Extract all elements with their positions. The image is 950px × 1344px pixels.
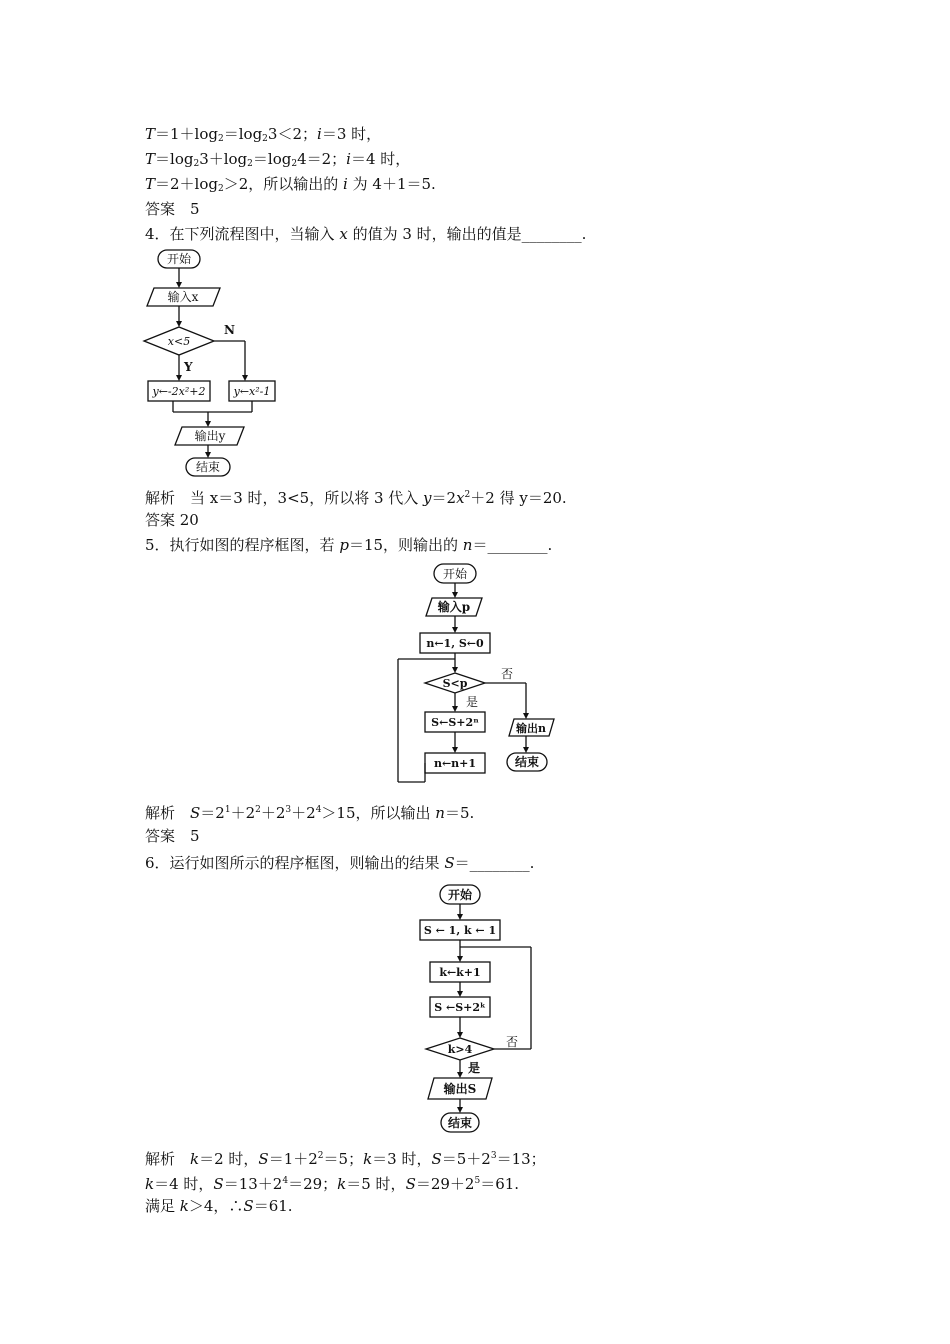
text: ＝5. <box>444 804 475 822</box>
text: 5．执行如图的程序框图，若 <box>145 536 340 554</box>
text: ＝2 <box>200 804 225 822</box>
subscript: 2 <box>291 159 298 169</box>
fc4-start <box>158 250 200 268</box>
var-n: n <box>462 536 473 554</box>
fc5-no-label: 否 <box>501 667 514 681</box>
question-6 <box>145 853 534 873</box>
flowchart-q5 <box>390 560 570 790</box>
fc6-update-s <box>430 997 490 1017</box>
superscript: 3 <box>490 1151 497 1161</box>
var-s: S <box>444 854 455 872</box>
text: 4．在下列流程图中，当输入 <box>145 225 340 243</box>
fc6-update-s-label: S ←S+2ᵏ <box>434 1001 486 1014</box>
text: ＝29＋2 <box>415 1175 475 1193</box>
text: ＝1＋log <box>155 125 218 143</box>
text: ＋2 <box>260 804 286 822</box>
text: ＝4 时， <box>154 1175 214 1193</box>
fc5-start <box>434 564 476 583</box>
fc6-output-label: 输出S <box>443 1082 477 1096</box>
var-p: p <box>339 536 349 554</box>
text: 解析 当 x＝3 时，3<5，所以将 3 代入 <box>145 489 424 507</box>
fc4-right-box <box>229 381 275 401</box>
text: ＞2，所以输出的 <box>223 175 344 193</box>
fc5-input-label: 输入p <box>437 600 471 614</box>
fc6-update-k <box>430 962 490 982</box>
var-y: y <box>423 489 432 507</box>
superscript: 2 <box>464 490 471 500</box>
subscript: 2 <box>247 159 253 169</box>
text: ＝15，则输出的 <box>348 536 463 554</box>
question-5 <box>145 535 552 555</box>
fc5-condition <box>425 673 485 693</box>
text: 的值为 3 时，输出的值是________. <box>347 225 587 243</box>
fc4-right-box-label: y←x²-1 <box>233 385 271 398</box>
var-t: T <box>145 150 156 168</box>
superscript: 5 <box>474 1176 481 1186</box>
var-t: T <box>145 125 156 143</box>
var-i: i <box>317 125 322 143</box>
fc5-init <box>420 633 490 653</box>
analysis-q6-line-1 <box>145 1146 546 1169</box>
fc6-start <box>440 885 480 904</box>
var-i: i <box>346 150 351 168</box>
fc5-cond-label: S<p <box>442 677 468 690</box>
var-s: S <box>243 1197 254 1215</box>
superscript: 4 <box>282 1176 289 1186</box>
text: ＝61. <box>253 1197 293 1215</box>
fc5-init-label: n←1, S←0 <box>426 637 484 650</box>
fc6-init <box>420 920 500 940</box>
fc6-end-label: 结束 <box>447 1116 473 1130</box>
fc5-end <box>507 753 547 771</box>
fc4-output <box>175 427 244 445</box>
solution-line-2 <box>145 149 410 174</box>
text: ＝log <box>155 150 194 168</box>
fc6-cond-label: k>4 <box>447 1043 473 1056</box>
superscript: 3 <box>285 805 292 815</box>
fc5-end-label: 结束 <box>514 755 540 769</box>
analysis-q4 <box>145 485 567 508</box>
var-s: S <box>213 1175 224 1193</box>
var-x: x <box>339 225 348 243</box>
fc5-update-n-label: n←n+1 <box>433 757 477 770</box>
text: ＝5 时， <box>346 1175 406 1193</box>
subscript: 2 <box>193 159 200 169</box>
text: ＝4 时， <box>350 150 411 168</box>
analysis-q5 <box>145 800 474 823</box>
var-k: k <box>179 1197 189 1215</box>
text: ＝3 时， <box>321 125 382 143</box>
text: ＝61. <box>480 1175 520 1193</box>
fc4-left-box-label: y←-2x²+2 <box>152 385 206 398</box>
superscript: 2 <box>317 1151 324 1161</box>
superscript: 4 <box>315 805 322 815</box>
subscript: 2 <box>262 134 268 144</box>
fc5-input <box>426 598 482 616</box>
text: ＝________. <box>454 854 535 872</box>
subscript: 2 <box>218 184 224 194</box>
var-x: x <box>456 489 465 507</box>
fc6-end <box>441 1113 479 1132</box>
var-t: T <box>145 175 156 193</box>
answer-prev: 答案 5 <box>145 200 200 218</box>
text: ＝5； <box>323 1150 364 1168</box>
fc6-yes-label: 是 <box>468 1061 481 1075</box>
var-s: S <box>190 804 201 822</box>
var-s: S <box>405 1175 416 1193</box>
text: ＋2 <box>291 804 316 822</box>
flowchart-q6 <box>410 880 545 1140</box>
fc4-input-label: 输入x <box>167 290 199 304</box>
fc4-no-label: N <box>224 323 235 337</box>
text: ＋2 得 y＝20. <box>470 489 567 507</box>
fc5-output-label: 输出n <box>516 722 546 735</box>
text: ＝2 <box>431 489 457 507</box>
var-s: S <box>258 1150 269 1168</box>
analysis-q6-line-3 <box>145 1196 293 1216</box>
var-k: k <box>190 1150 200 1168</box>
fc5-yes-label: 是 <box>466 695 479 709</box>
fc5-start-label: 开始 <box>442 567 468 581</box>
var-k: k <box>145 1175 155 1193</box>
text: ＝5＋2 <box>441 1150 491 1168</box>
text: ＞15，所以输出 <box>321 804 436 822</box>
fc4-end-label: 结束 <box>195 460 221 474</box>
superscript: 1 <box>224 805 231 815</box>
text: ＞4，∴ <box>188 1197 244 1215</box>
flowchart-q4 <box>140 245 290 480</box>
var-i: i <box>343 175 348 193</box>
solution-line-3 <box>145 174 436 199</box>
text: 3＋log <box>199 150 248 168</box>
fc5-update-n <box>425 753 485 773</box>
fc6-init-label: S ← 1, k ← 1 <box>423 924 497 937</box>
fc6-start-label: 开始 <box>447 888 473 902</box>
question-4 <box>145 224 586 244</box>
text: ＝log <box>252 150 292 168</box>
text: ＝________. <box>472 536 553 554</box>
var-n: n <box>435 804 445 822</box>
fc4-yes-label: Y <box>184 360 193 374</box>
var-k: k <box>337 1175 347 1193</box>
text: 为 4＋1＝5. <box>347 175 436 193</box>
text: 4＝2； <box>297 150 347 168</box>
subscript: 2 <box>218 134 224 144</box>
text: ＝log <box>223 125 263 143</box>
var-k: k <box>363 1150 373 1168</box>
text: 6．运行如图所示的程序框图，则输出的结果 <box>145 854 445 872</box>
text: 3＜2； <box>267 125 317 143</box>
text: ＝2 时， <box>199 1150 259 1168</box>
fc5-update-s <box>425 712 485 732</box>
text: 解析 <box>145 1150 191 1168</box>
fc4-condition <box>144 327 214 355</box>
answer-q4: 答案 20 <box>145 511 199 529</box>
text: ＝3 时， <box>372 1150 432 1168</box>
fc4-output-label: 输出y <box>194 429 226 443</box>
fc5-update-s-label: S←S+2ⁿ <box>431 716 479 729</box>
text: ＋2 <box>230 804 256 822</box>
fc6-condition <box>426 1038 494 1060</box>
answer-q5: 答案 5 <box>145 827 200 845</box>
fc6-output <box>428 1078 492 1099</box>
fc6-no-label: 否 <box>506 1035 519 1049</box>
text: ＝1＋2 <box>268 1150 318 1168</box>
fc4-input <box>147 288 220 306</box>
fc5-output <box>509 719 554 736</box>
fc6-update-k-label: k←k+1 <box>439 966 481 979</box>
fc4-end <box>186 458 230 476</box>
analysis-q6-line-2 <box>145 1171 519 1194</box>
var-s: S <box>431 1150 442 1168</box>
fc4-left-box <box>148 381 210 401</box>
text: ＝2＋log <box>155 175 218 193</box>
text: 解析 <box>145 804 191 822</box>
text: ＝13； <box>496 1150 546 1168</box>
text: 满足 <box>145 1197 180 1215</box>
fc4-start-label: 开始 <box>166 252 192 266</box>
fc4-cond-label: x<5 <box>167 335 191 348</box>
text: ＝29； <box>288 1175 338 1193</box>
superscript: 2 <box>255 805 261 815</box>
solution-line-1 <box>145 124 381 149</box>
text: ＝13＋2 <box>223 1175 283 1193</box>
